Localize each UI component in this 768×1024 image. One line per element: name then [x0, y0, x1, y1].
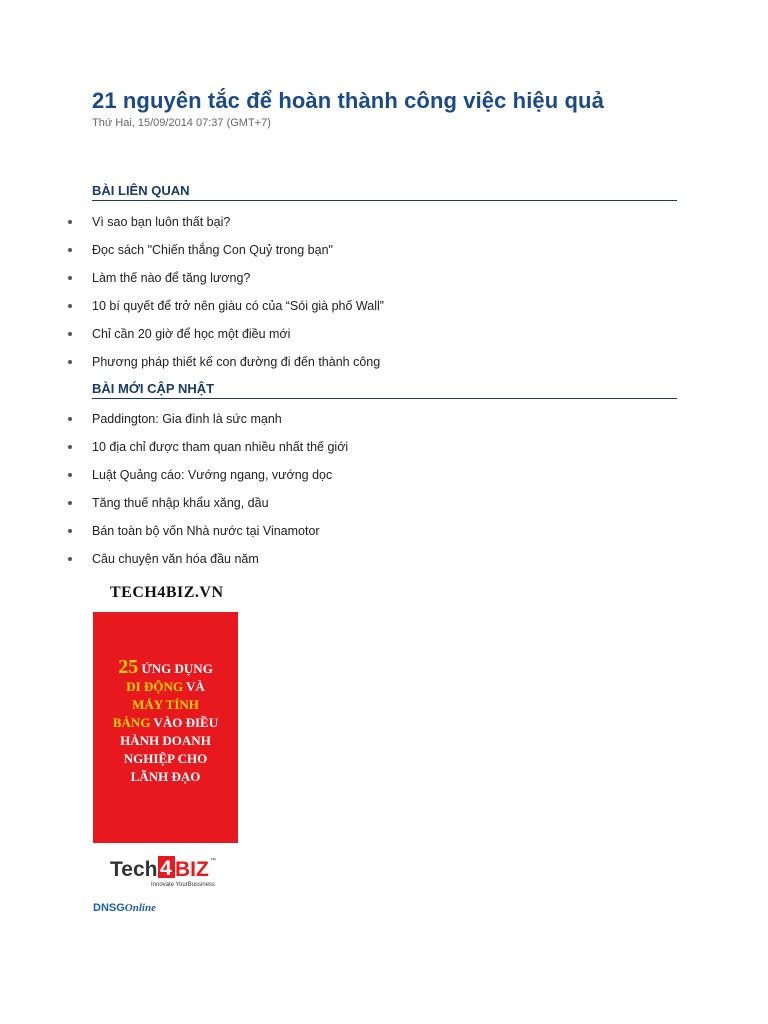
bullet-icon	[68, 248, 72, 252]
tech4biz-logo[interactable]	[110, 850, 220, 890]
promo-highlight: DI ĐỘNG	[126, 679, 183, 694]
related-item[interactable]	[68, 354, 384, 382]
latest-item-link[interactable]: Câu chuyện văn hóa đầu năm	[92, 552, 259, 566]
promo-line: NGHIỆP CHO	[123, 751, 208, 766]
latest-heading: BÀI MỚI CẬP NHẬT	[92, 381, 677, 399]
promo-highlight: BẢNG	[112, 715, 151, 730]
latest-list	[68, 411, 348, 579]
related-item[interactable]	[68, 270, 384, 298]
related-item-link[interactable]: Đọc sách "Chiến thắng Con Quỷ trong bạn"	[92, 243, 333, 257]
related-item[interactable]	[68, 298, 384, 326]
site-label[interactable]: TECH4BIZ.VN	[110, 584, 224, 601]
promo-text	[93, 658, 238, 786]
latest-item-link[interactable]: Paddington: Gia đình là sức mạnh	[92, 412, 282, 426]
bullet-icon	[68, 220, 72, 224]
bullet-icon	[68, 445, 72, 449]
bullet-icon	[68, 501, 72, 505]
tech4biz-logo-four: 4	[160, 857, 172, 880]
promo-banner[interactable]	[93, 612, 238, 843]
tech4biz-logo-tm: ™	[210, 858, 216, 864]
related-item-link[interactable]: Làm thế nào để tăng lương?	[92, 271, 251, 285]
tech4biz-logo-biz: BIZ	[175, 858, 209, 881]
bullet-icon	[68, 276, 72, 280]
dnsg-logo-script: Online	[124, 902, 156, 914]
related-item-link[interactable]: Vì sao bạn luôn thất bại?	[92, 215, 231, 229]
latest-item[interactable]	[68, 551, 348, 579]
latest-item-link[interactable]: Tăng thuế nhập khẩu xăng, dầu	[92, 496, 269, 510]
article-dateline: Thứ Hai, 15/09/2014 07:37 (GMT+7)	[92, 117, 271, 129]
latest-item[interactable]	[68, 467, 348, 495]
bullet-icon	[68, 360, 72, 364]
related-item[interactable]	[68, 242, 384, 270]
related-item[interactable]	[68, 326, 384, 354]
promo-line: LÃNH ĐẠO	[130, 769, 201, 784]
bullet-icon	[68, 304, 72, 308]
related-list	[68, 214, 384, 382]
related-item-link[interactable]: 10 bí quyết để trở nên giàu có của “Sói già phố Wall”	[92, 299, 384, 313]
related-item[interactable]	[68, 214, 384, 242]
promo-line: ỨNG DỤNG	[138, 661, 213, 676]
latest-item[interactable]	[68, 495, 348, 523]
promo-highlight: MÁY TÍNH	[132, 697, 199, 712]
bullet-icon	[68, 332, 72, 336]
latest-item-link[interactable]: Bán toàn bộ vốn Nhà nước tại Vinamotor	[92, 524, 320, 538]
promo-line: VÀO ĐIỀU	[150, 715, 219, 730]
latest-item-link[interactable]: Luật Quảng cáo: Vướng ngang, vướng dọc	[92, 468, 333, 482]
dnsg-online-logo[interactable]	[93, 902, 156, 916]
latest-item[interactable]	[68, 411, 348, 439]
latest-item-link[interactable]: 10 địa chỉ được tham quan nhiều nhất thế giới	[92, 440, 349, 454]
bullet-icon	[68, 529, 72, 533]
promo-line: VÀ	[182, 679, 205, 694]
promo-line: HÀNH DOANH	[120, 733, 211, 748]
bullet-icon	[68, 473, 72, 477]
tech4biz-logo-tech: Tech	[110, 858, 158, 881]
dnsg-logo-prefix: DNSG	[93, 902, 125, 914]
tech4biz-logo-tagline: Innovate YourBussiness	[151, 882, 216, 888]
latest-item[interactable]	[68, 523, 348, 551]
related-heading: BÀI LIÊN QUAN	[92, 183, 677, 201]
related-item-link[interactable]: Phương pháp thiết kế con đường đi đến thành công	[92, 355, 381, 369]
bullet-icon	[68, 557, 72, 561]
article-title: 21 nguyên tắc để hoàn thành công việc hiệu quả	[92, 88, 604, 113]
promo-number: 25	[118, 656, 139, 678]
latest-item[interactable]	[68, 439, 348, 467]
related-item-link[interactable]: Chỉ cần 20 giờ để học một điều mới	[92, 327, 291, 341]
bullet-icon	[68, 417, 72, 421]
